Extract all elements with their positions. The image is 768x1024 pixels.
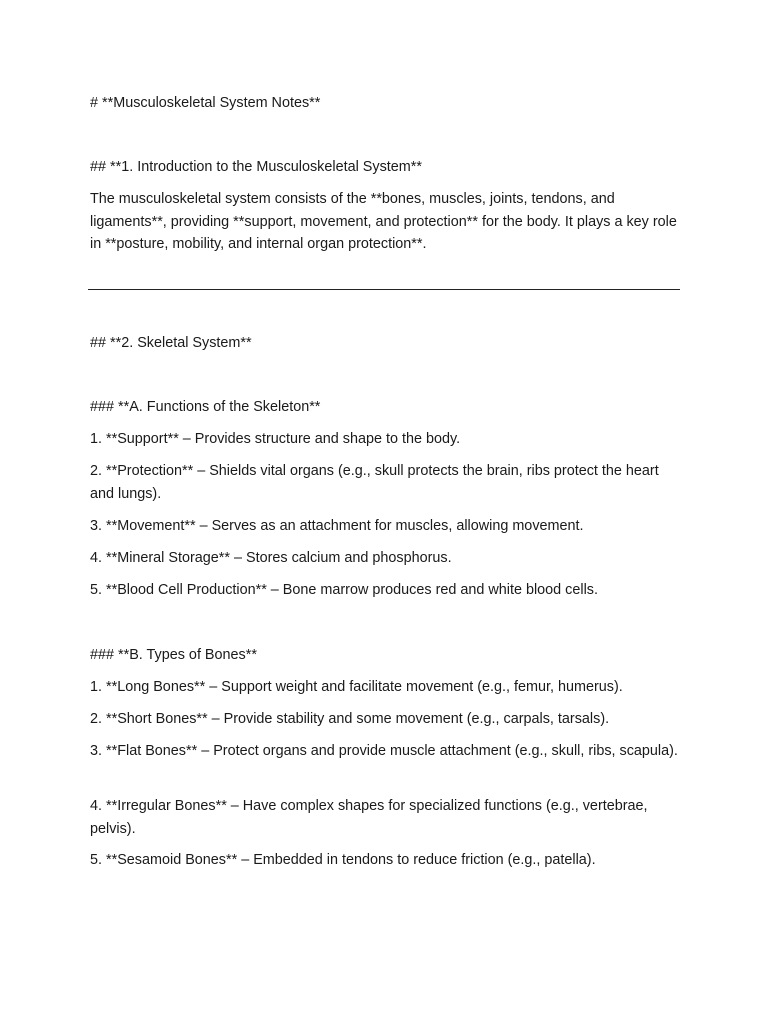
section-1-heading: ## **1. Introduction to the Musculoskeletal System** [90, 159, 422, 175]
section-2-heading: ## **2. Skeletal System** [90, 335, 252, 351]
horizontal-rule [88, 289, 680, 290]
list-item: 5. **Blood Cell Production** – Bone marrow produces red and white blood cells. [90, 582, 598, 598]
document-title: # **Musculoskeletal System Notes** [90, 95, 321, 111]
subsection-a-heading: ### **A. Functions of the Skeleton** [90, 399, 321, 415]
list-item: 5. **Sesamoid Bones** – Embedded in tendons to reduce friction (e.g., patella). [90, 852, 596, 868]
list-item: 4. **Mineral Storage** – Stores calcium and phosphorus. [90, 550, 452, 566]
list-item: 2. **Protection** – Shields vital organs (e.g., skull protects the brain, ribs protect the heart and lungs). [90, 463, 659, 502]
list-item: 2. **Short Bones** – Provide stability and some movement (e.g., carpals, tarsals). [90, 711, 610, 727]
section-1-paragraph: The musculoskeletal system consists of the **bones, muscles, joints, tendons, and ligaments**, providing **support, movement, and protection** for the body. It plays a key role in **posture, mobility, and internal organ protection**. [90, 191, 677, 252]
subsection-b-heading: ### **B. Types of Bones** [90, 647, 257, 663]
list-item: 1. **Support** – Provides structure and shape to the body. [90, 431, 461, 447]
list-item: 3. **Movement** – Serves as an attachment for muscles, allowing movement. [90, 518, 584, 534]
list-item: 1. **Long Bones** – Support weight and facilitate movement (e.g., femur, humerus). [90, 679, 623, 695]
list-item: 3. **Flat Bones** – Protect organs and provide muscle attachment (e.g., skull, ribs, scapula). [90, 743, 678, 759]
list-item: 4. **Irregular Bones** – Have complex shapes for specialized functions (e.g., vertebrae, pelvis). [90, 798, 648, 837]
